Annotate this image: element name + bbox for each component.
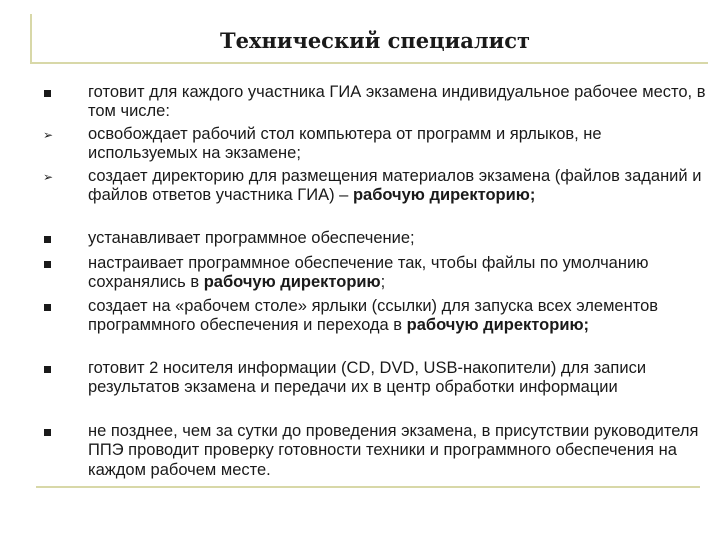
square-bullet-icon — [38, 422, 60, 442]
list-item-text: готовит 2 носителя информации (CD, DVD, USB-накопители) для записи результатов экзамена и передачи их в центр обработки информации — [88, 359, 647, 397]
title-divider — [30, 62, 708, 64]
square-bullet-icon — [38, 254, 60, 274]
square-bullet-icon — [38, 229, 60, 249]
left-divider — [30, 14, 32, 64]
bottom-divider — [36, 486, 700, 488]
list-item-text: не позднее, чем за сутки до проведения экзамена, в присутствии руководителя ППЭ проводит проверку готовности техники и программного обеспечения на каждом рабочем месте. — [88, 422, 699, 479]
list-item-text: настраивает программное обеспечение так, чтобы файлы по умолчанию сохранялись в рабочую директорию; — [88, 254, 649, 292]
arrow-bullet-icon: ➢ — [43, 128, 54, 142]
list-item-text: создает на «рабочем столе» ярлыки (ссылки) для запуска всех элементов программного обеспечения и перехода в рабочую директорию; — [88, 297, 659, 335]
arrow-bullet-icon: ➢ — [43, 170, 54, 184]
square-bullet-icon — [38, 297, 60, 317]
list-item-text: освобождает рабочий стол компьютера от программ и ярлыков, не используемых на экзамене; — [88, 125, 602, 163]
list-item-text: создает директорию для размещения материалов экзамена (файлов заданий и файлов ответов участника ГИА) – рабочую директорию; — [88, 167, 702, 205]
slide-title: Технический специалист — [220, 28, 530, 53]
square-bullet-icon — [38, 359, 60, 379]
list-item-text: готовит для каждого участника ГИА экзамена индивидуальное рабочее место, в том числе: — [88, 83, 706, 121]
list-item-text: устанавливает программное обеспечение; — [88, 229, 415, 247]
square-bullet-icon — [38, 83, 60, 103]
